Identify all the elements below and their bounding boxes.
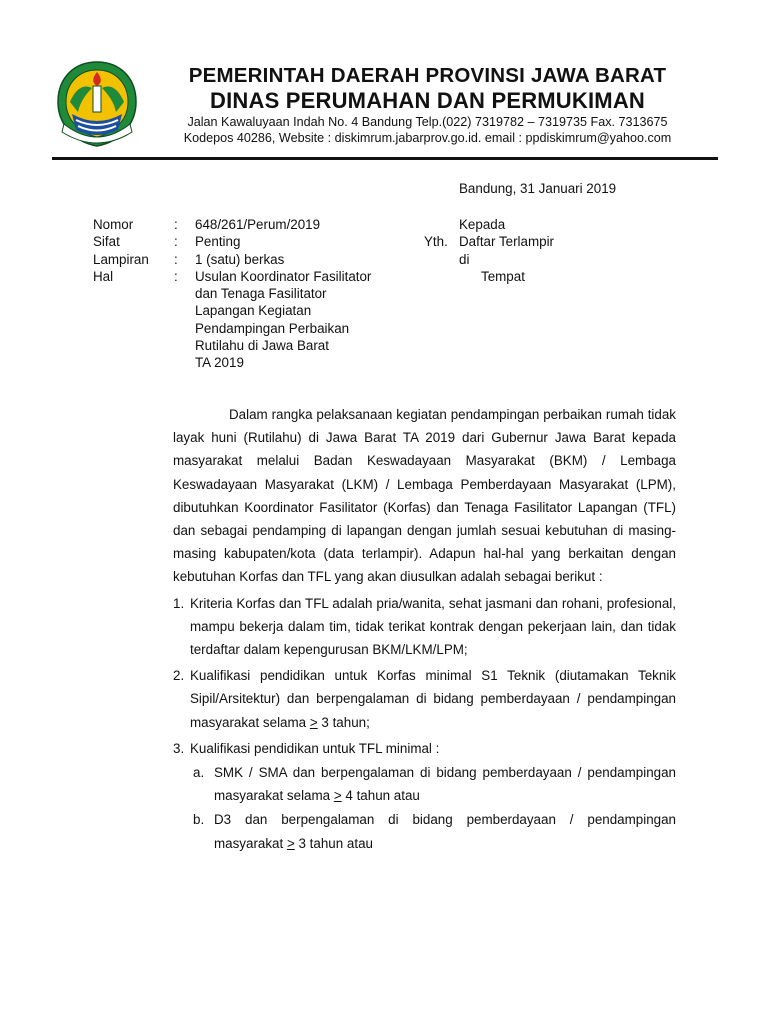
letterhead-divider: [52, 157, 718, 160]
list-item: [173, 664, 676, 734]
recipient-name: Daftar Terlampir: [459, 234, 555, 249]
lampiran-value: 1 (satu) berkas: [195, 252, 285, 267]
hal-line: Rutilahu di Jawa Barat: [195, 338, 329, 353]
hal-line: TA 2019: [195, 355, 244, 370]
recipient-kepada: Kepada: [459, 217, 506, 232]
agency-title: DINAS PERUMAHAN DAN PERMUKIMAN: [210, 88, 645, 113]
sub-list-text: SMK / SMA dan berpengalaman di bidang pemberdayaan / pendampingan masyarakat selama: [214, 765, 676, 804]
requirements-list: [173, 592, 676, 855]
nomor-value: 648/261/Perum/2019: [195, 217, 321, 232]
sub-list-text: 4 tahun atau: [345, 788, 420, 804]
gte-symbol: >: [309, 714, 318, 730]
gte-symbol: >: [286, 835, 295, 851]
gte-symbol: >: [333, 788, 342, 804]
list-item-text: Kriteria Korfas dan TFL adalah pria/wanita, sehat jasmani dan rohani, profesional, mampu bekerja dalam tim, tidak terikat kontrak dengan pekerjaan lain, dan tidak terdaftar dalam kepengurusan BKM/LKM/LPM;: [190, 595, 676, 658]
list-number: 3.: [173, 740, 185, 756]
list-item-text: Kualifikasi pendidikan untuk TFL minimal :: [190, 740, 440, 756]
list-number: 1.: [173, 595, 185, 611]
sub-list-letter: b.: [193, 812, 205, 828]
hal-line: Lapangan Kegiatan: [195, 303, 312, 318]
sifat-value: Penting: [195, 234, 241, 249]
letter-body: [173, 403, 676, 855]
list-item-text: 3 tahun;: [321, 714, 370, 730]
hal-line: Usulan Koordinator Fasilitator: [195, 269, 372, 284]
recipient-yth: Yth.: [424, 234, 448, 249]
address-line: Jalan Kawaluyaan Indah No. 4 Bandung Telp.(022) 7319782 – 7319735 Fax. 7313675: [187, 115, 668, 129]
sifat-label: Sifat: [93, 234, 120, 249]
sub-list-letter: a.: [193, 765, 205, 781]
sub-list-text: D3 dan berpengalaman di bidang pemberdayaan / pendampingan masyarakat: [214, 812, 676, 851]
contact-line: Kodepos 40286, Website : diskimrum.jabarprov.go.id. email : ppdiskimrum@yahoo.com: [183, 131, 672, 145]
letterhead: [140, 64, 715, 146]
hal-line: Pendampingan Perbaikan: [195, 321, 350, 336]
hal-line: dan Tenaga Fasilitator: [195, 286, 327, 301]
sifat-colon: :: [174, 234, 178, 249]
intro-paragraph: Dalam rangka pelaksanaan kegiatan pendampingan perbaikan rumah tidak layak huni (Rutilahu) di Jawa Barat TA 2019 dari Gubernur Jawa Barat kepada masyarakat melalui Badan Keswadayaan Masyarakat (BKM) / Lembaga Keswadayaan Masyarakat (LKM) / Lembaga Pemberdayaan Masyarakat (LPM), dibutuhkan Koordinator Fasilitator (Korfas) dan Tenaga Fasilitator Lapangan (TFL) dan sebagai pendamping di lapangan dengan jumlah sesuai kebutuhan di masing-masing kabupaten/kota (data terlampir). Adapun hal-hal yang berkaitan dengan kebutuhan Korfas dan TFL yang akan diusulkan adalah sebagai berikut :: [173, 407, 676, 585]
recipient-di: di: [459, 252, 470, 267]
place-date: Bandung, 31 Januari 2019: [459, 181, 617, 196]
list-item: [173, 737, 676, 760]
lampiran-colon: :: [174, 252, 178, 267]
list-number: 2.: [173, 668, 185, 684]
hal-colon: :: [174, 269, 178, 284]
list-item: [173, 592, 676, 662]
recipient-place: Tempat: [481, 269, 525, 284]
coat-of-arms-logo: [52, 58, 142, 150]
list-item-text: Kualifikasi pendidikan untuk Korfas minimal S1 Teknik (diutamakan Teknik Sipil/Arsitektur) dan berpengalaman di bidang pemberdayaan / pendampingan masyarakat selama: [190, 668, 676, 730]
sub-list-item: [173, 761, 676, 807]
sub-list-item: [173, 808, 676, 854]
hal-label: Hal: [93, 269, 114, 284]
nomor-label: Nomor: [93, 217, 134, 232]
lampiran-label: Lampiran: [93, 252, 149, 267]
coat-of-arms-icon: [52, 58, 142, 150]
nomor-colon: :: [174, 217, 178, 232]
government-title: PEMERINTAH DAERAH PROVINSI JAWA BARAT: [188, 64, 667, 87]
sub-list-text: 3 tahun atau: [298, 835, 373, 851]
